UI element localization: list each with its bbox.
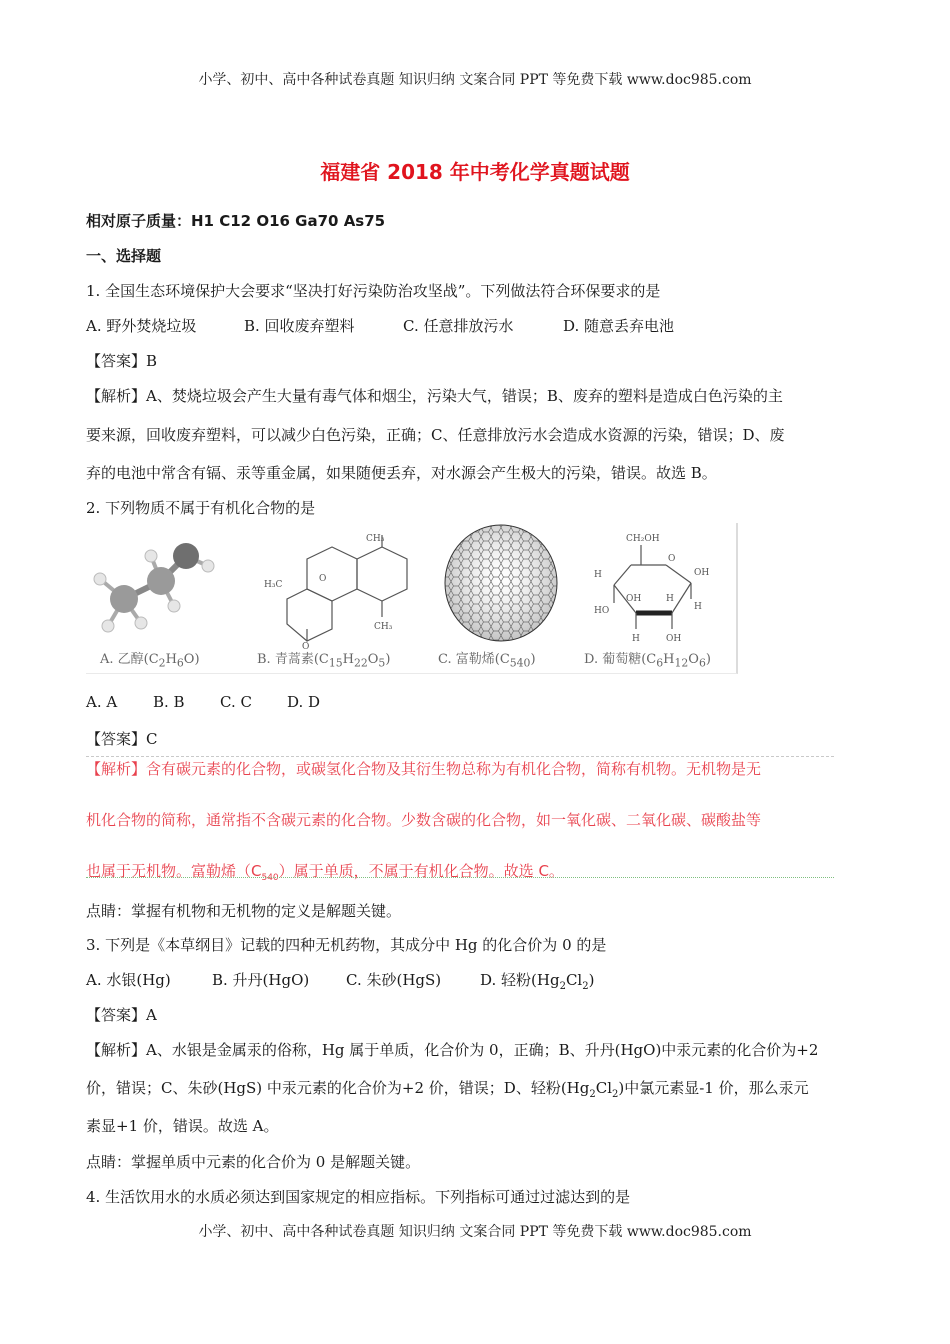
page-footer: 小学、初中、高中各种试卷真题 知识归纳 文案合同 PPT 等免费下载 www.doc985.com xyxy=(198,1224,752,1240)
q1-option-a: A. 野外焚烧垃圾 xyxy=(86,317,197,335)
oh-label: OH xyxy=(694,568,710,578)
molecule-figure xyxy=(86,523,738,674)
q3-analysis-line: 价，错误；C、朱砂(HgS) 中汞元素的化合价为+2 价，错误；D、轻粉$(Hg_2Cl_2)$中氯元素显-1 价，那么汞元 xyxy=(86,1079,809,1100)
h-label: H xyxy=(666,594,674,604)
exam-title: 福建省 2018 年中考化学真题试题 xyxy=(320,160,630,184)
ch3-label: CH₃ xyxy=(366,534,385,544)
q4-stem: 4. 生活饮用水的水质必须达到国家规定的相应指标。下列指标可通过过滤达到的是 xyxy=(86,1188,631,1206)
artemisinin-structure xyxy=(262,529,412,649)
q1-option-d: D. 随意丢弃电池 xyxy=(563,317,675,335)
q3-option-d: D. 轻粉$(Hg_2Cl_2)$ xyxy=(480,971,595,992)
ch3-label: CH₃ xyxy=(374,622,393,632)
q2-analysis-box xyxy=(86,756,834,883)
q2-option-a: A. A xyxy=(86,693,118,711)
label-glucose: D. 葡萄糖$(C_6H_{12}O_6)$ xyxy=(584,652,711,670)
q2-option-b: B. B xyxy=(153,693,185,711)
q2-answer: 【答案】C xyxy=(86,730,158,748)
q1-analysis-line: 要来源，回收废弃塑料，可以减少白色污染，正确；C、任意排放污水会造成水资源的污染，错误；D、废 xyxy=(86,426,785,444)
page-header: 小学、初中、高中各种试卷真题 知识归纳 文案合同 PPT 等免费下载 www.doc985.com xyxy=(198,72,752,88)
h-label: H xyxy=(632,634,640,644)
section-heading: 一、选择题 xyxy=(86,247,162,265)
atomic-mass-line: 相对原子质量：H1 C12 O16 Ga70 As75 xyxy=(86,212,386,230)
fullerene-cage xyxy=(431,523,571,648)
h3c-label: H₃C xyxy=(264,580,283,590)
q1-stem: 1. 全国生态环境保护大会要求“坚决打好污染防治攻坚战”。下列做法符合环保要求的是 xyxy=(86,282,661,300)
q3-option-c: C. 朱砂(HgS) xyxy=(346,971,442,989)
o-label: O xyxy=(319,574,327,584)
oh-label: OH xyxy=(626,594,642,604)
q3-note: 点睛：掌握单质中元素的化合价为 0 是解题关键。 xyxy=(86,1153,421,1171)
q3-answer: 【答案】A xyxy=(86,1006,157,1024)
h-label: H xyxy=(594,570,602,580)
glucose-structure xyxy=(586,525,736,650)
o-label: O xyxy=(668,554,676,564)
q1-analysis-line: 弃的电池中常含有镉、汞等重金属，如果随便丢弃，对水源会产生极大的污染，错误。故选 B。 xyxy=(86,464,717,482)
q3-analysis-line: 素显+1 价，错误。故选 A。 xyxy=(86,1117,279,1135)
q2-analysis-line: 【解析】含有碳元素的化合物，或碳氢化合物及其衍生物总称为有机化合物，简称有机物。无机物是无 xyxy=(86,760,762,778)
q3-stem: 3. 下列是《本草纲目》记载的四种无机药物，其成分中 Hg 的化合价为 0 的是 xyxy=(86,936,607,954)
q1-answer: 【答案】B xyxy=(86,352,158,370)
q1-option-b: B. 回收废弃塑料 xyxy=(244,317,355,335)
q1-option-c: C. 任意排放污水 xyxy=(403,317,514,335)
q1-analysis-line: 【解析】A、焚烧垃圾会产生大量有毒气体和烟尘，污染大气，错误；B、废弃的塑料是造成白色污染的主 xyxy=(86,387,783,405)
q2-option-d: D. D xyxy=(287,693,321,711)
q2-stem: 2. 下列物质不属于有机化合物的是 xyxy=(86,499,316,517)
box-border-bottom xyxy=(86,877,834,878)
q3-option-b: B. 升丹(HgO) xyxy=(212,971,310,989)
ho-label: HO xyxy=(594,606,610,616)
q2-analysis-line: 机化合物的简称，通常指不含碳元素的化合物。少数含碳的化合物，如一氧化碳、二氧化碳、碳酸盐等 xyxy=(86,811,762,829)
o-label: O xyxy=(302,642,310,649)
q2-note: 点睛：掌握有机物和无机物的定义是解题关键。 xyxy=(86,902,402,920)
q3-analysis-line: 【解析】A、水银是金属汞的俗称，Hg 属于单质，化合价为 0，正确；B、升丹(HgO)中汞元素的化合价为+2 xyxy=(86,1041,819,1059)
q2-option-c: C. C xyxy=(220,693,252,711)
q3-option-a: A. 水银(Hg) xyxy=(86,971,171,989)
ethanol-model xyxy=(86,531,236,651)
label-artemisinin: B. 青蒿素$(C_{15}H_{22}O_5)$ xyxy=(257,652,391,670)
label-fullerene: C. 富勒烯$(C_{540})$ xyxy=(438,652,536,670)
ch2oh-label: CH₂OH xyxy=(626,534,660,544)
box-border-top xyxy=(86,756,834,757)
q2-analysis-line: 也属于无机物。富勒烯$(C_{540})$属于单质，不属于有机化合物。故选 C。 xyxy=(86,862,564,883)
h-label: H xyxy=(694,602,702,612)
oh-label: OH xyxy=(666,634,682,644)
label-ethanol: A. 乙醇$(C_2H_6O)$ xyxy=(100,652,200,670)
